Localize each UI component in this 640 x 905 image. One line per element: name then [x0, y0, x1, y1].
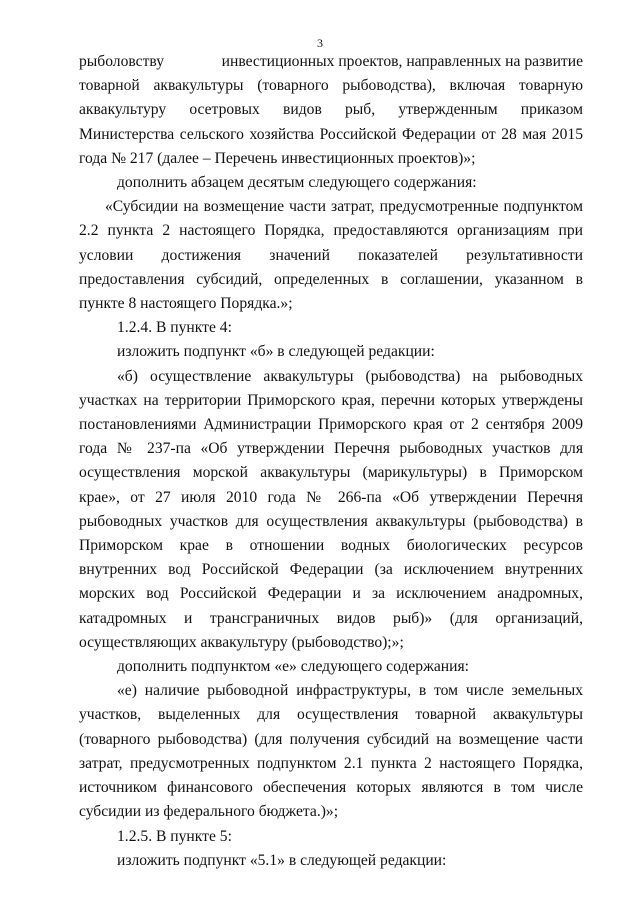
paragraph-subsidies-quote: «Субсидии на возмещение части затрат, предусмотренные подпунктом 2.2 пункта 2 настоящего Порядка, предоставляются организациям при условии достижения значений показателей результативности предоставления субсидий, определенных в соглашении, указанном в пункте 8 настоящего Порядка.»;: [79, 198, 583, 313]
paragraph-subclause-e: «е) наличие рыбоводной инфраструктуры, в том числе земельных участков, выделенных для осуществления товарной аквакультуры (товарного рыбоводства) (для получения субсидий на возмещение части затрат, предусмотренных подпунктом 2.1 пункта 2 настоящего Порядка, источником финансового обеспечения которых являются в том числе субсидии из федерального бюджета.)»;: [79, 682, 583, 821]
paragraph-subclause-b: «б) осуществление аквакультуры (рыбоводства) на рыбоводных участках на территории Приморского края, перечни которых утверждены постановлениями Администрации Приморского края от 2 сентября 2009 года № 237-па «Об утверждении Перечня рыбоводных участков для осуществления морской аквакультуры (марикультуры) в Приморском крае», от 27 июля 2010 года № 266-па «Об утверждении Перечня рыбоводных участков для осуществления аквакультуры (рыбоводства) в Приморском крае в отношении водных биологических ресурсов внутренних вод Российской Федерации (за исключением внутренних морских вод Российской Федерации и за исключением анадромных, катадромных и трансграничных видов рыб)» (для организаций, осуществляющих аквакультуру (рыбоводство);»;: [79, 367, 583, 651]
continuation-line: [79, 50, 583, 74]
paragraph-subclause-b-intro: изложить подпункт «б» в следующей редакции:: [117, 343, 435, 361]
paragraph-clause-1-2-4: 1.2.4. В пункте 4:: [117, 319, 232, 337]
page-number: 3: [317, 36, 323, 50]
paragraph-investment-projects: товарной аквакультуры (товарного рыбоводства), включая товарную аквакультуру осетровых видов рыб, утвержденным приказом Министерства сельского хозяйства Российской Федерации от 28 мая 2015 года № 217 (далее – Перечень инвестиционных проектов)»;: [79, 77, 583, 167]
paragraph-clause-1-2-5: 1.2.5. В пункте 5:: [117, 827, 232, 845]
continuation-line-left: рыболовству: [79, 53, 165, 70]
paragraph-subclause-5-1-intro: изложить подпункт «5.1» в следующей редакции:: [117, 851, 447, 869]
continuation-line-right: инвестиционных проектов, направленных на развитие: [221, 53, 583, 70]
paragraph-add-tenth: дополнить абзацем десятым следующего содержания:: [117, 174, 477, 192]
paragraph-add-subclause-e: дополнить подпунктом «е» следующего содержания:: [117, 658, 469, 676]
document-body: [79, 50, 583, 873]
